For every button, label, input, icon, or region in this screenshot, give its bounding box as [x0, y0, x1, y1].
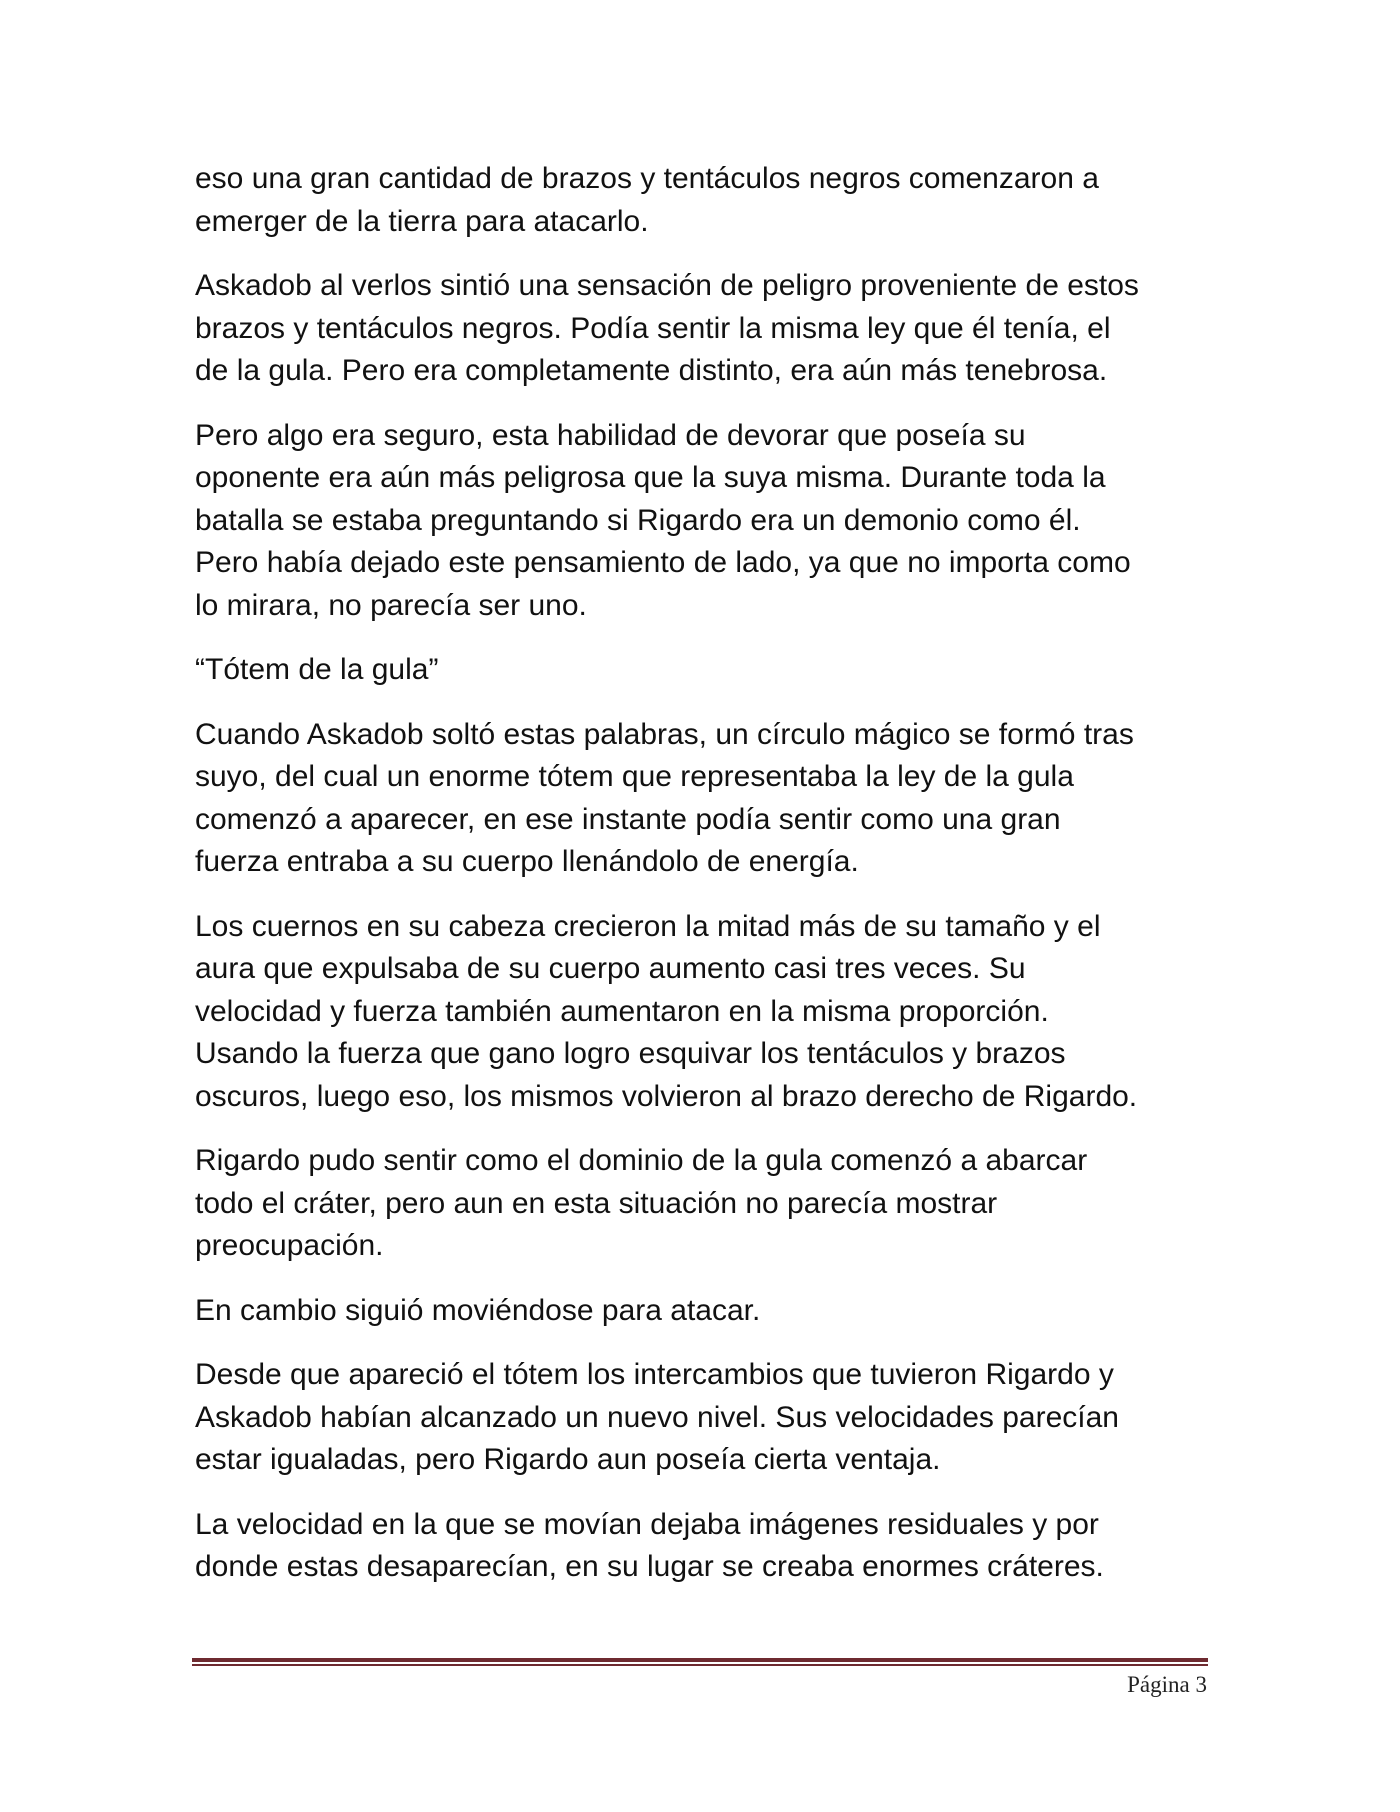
paragraph-5: Cuando Askadob soltó estas palabras, un círculo mágico se formó tras suyo, del cual un enorme tótem que representaba la ley de la gula comenzó a aparecer, en ese instante podía sentir como una gran fuerza entraba a su cuerpo llenándolo de energía. [195, 717, 1134, 878]
paragraph-10: La velocidad en la que se movían dejaba imágenes residuales y por donde estas desaparecían, en su lugar se creaba enormes cráteres. [195, 1507, 1104, 1583]
paragraph-8: En cambio siguió moviéndose para atacar. [195, 1293, 761, 1327]
paragraph-9: Desde que apareció el tótem los intercambios que tuvieron Rigardo y Askadob habían alcanzado un nuevo nivel. Sus velocidades parecían estar igualadas, pero Rigardo aun poseía cierta ventaja. [195, 1358, 1119, 1476]
footer-divider [192, 1658, 1208, 1666]
paragraph-6: Los cuernos en su cabeza crecieron la mitad más de su tamaño y el aura que expulsaba de su cuerpo aumento casi tres veces. Su velocidad y fuerza también aumentaron en la misma proporción. Usando la fuerza que gano logro esquivar los tentáculos y brazos oscuros, luego eso, los mismos volvieron al brazo derecho de Rigardo. [195, 909, 1138, 1113]
paragraph-2: Askadob al verlos sintió una sensación de peligro proveniente de estos brazos y tentáculos negros. Podía sentir la misma ley que él tenía, el de la gula. Pero era completamente distinto, era aún más tenebrosa. [195, 269, 1139, 387]
paragraph-quote: “Tótem de la gula” [195, 653, 439, 686]
footer-divider-thin [192, 1664, 1208, 1666]
paragraph-3: Pero algo era seguro, esta habilidad de devorar que poseía su oponente era aún más peligrosa que la suya misma. Durante toda la batalla se estaba preguntando si Rigardo era un demonio como él. Pero había dejado este pensamiento de lado, ya que no importa como lo mirara, no parecía ser uno. [195, 418, 1131, 622]
page-body [195, 158, 1225, 1611]
paragraph-1: eso una gran cantidad de brazos y tentáculos negros comenzaron a emerger de la tierra para atacarlo. [195, 162, 1099, 238]
page-number: Página 3 [1127, 1672, 1207, 1697]
paragraph-7: Rigardo pudo sentir como el dominio de la gula comenzó a abarcar todo el cráter, pero aun en esta situación no parecía mostrar preocupación. [195, 1144, 1088, 1262]
